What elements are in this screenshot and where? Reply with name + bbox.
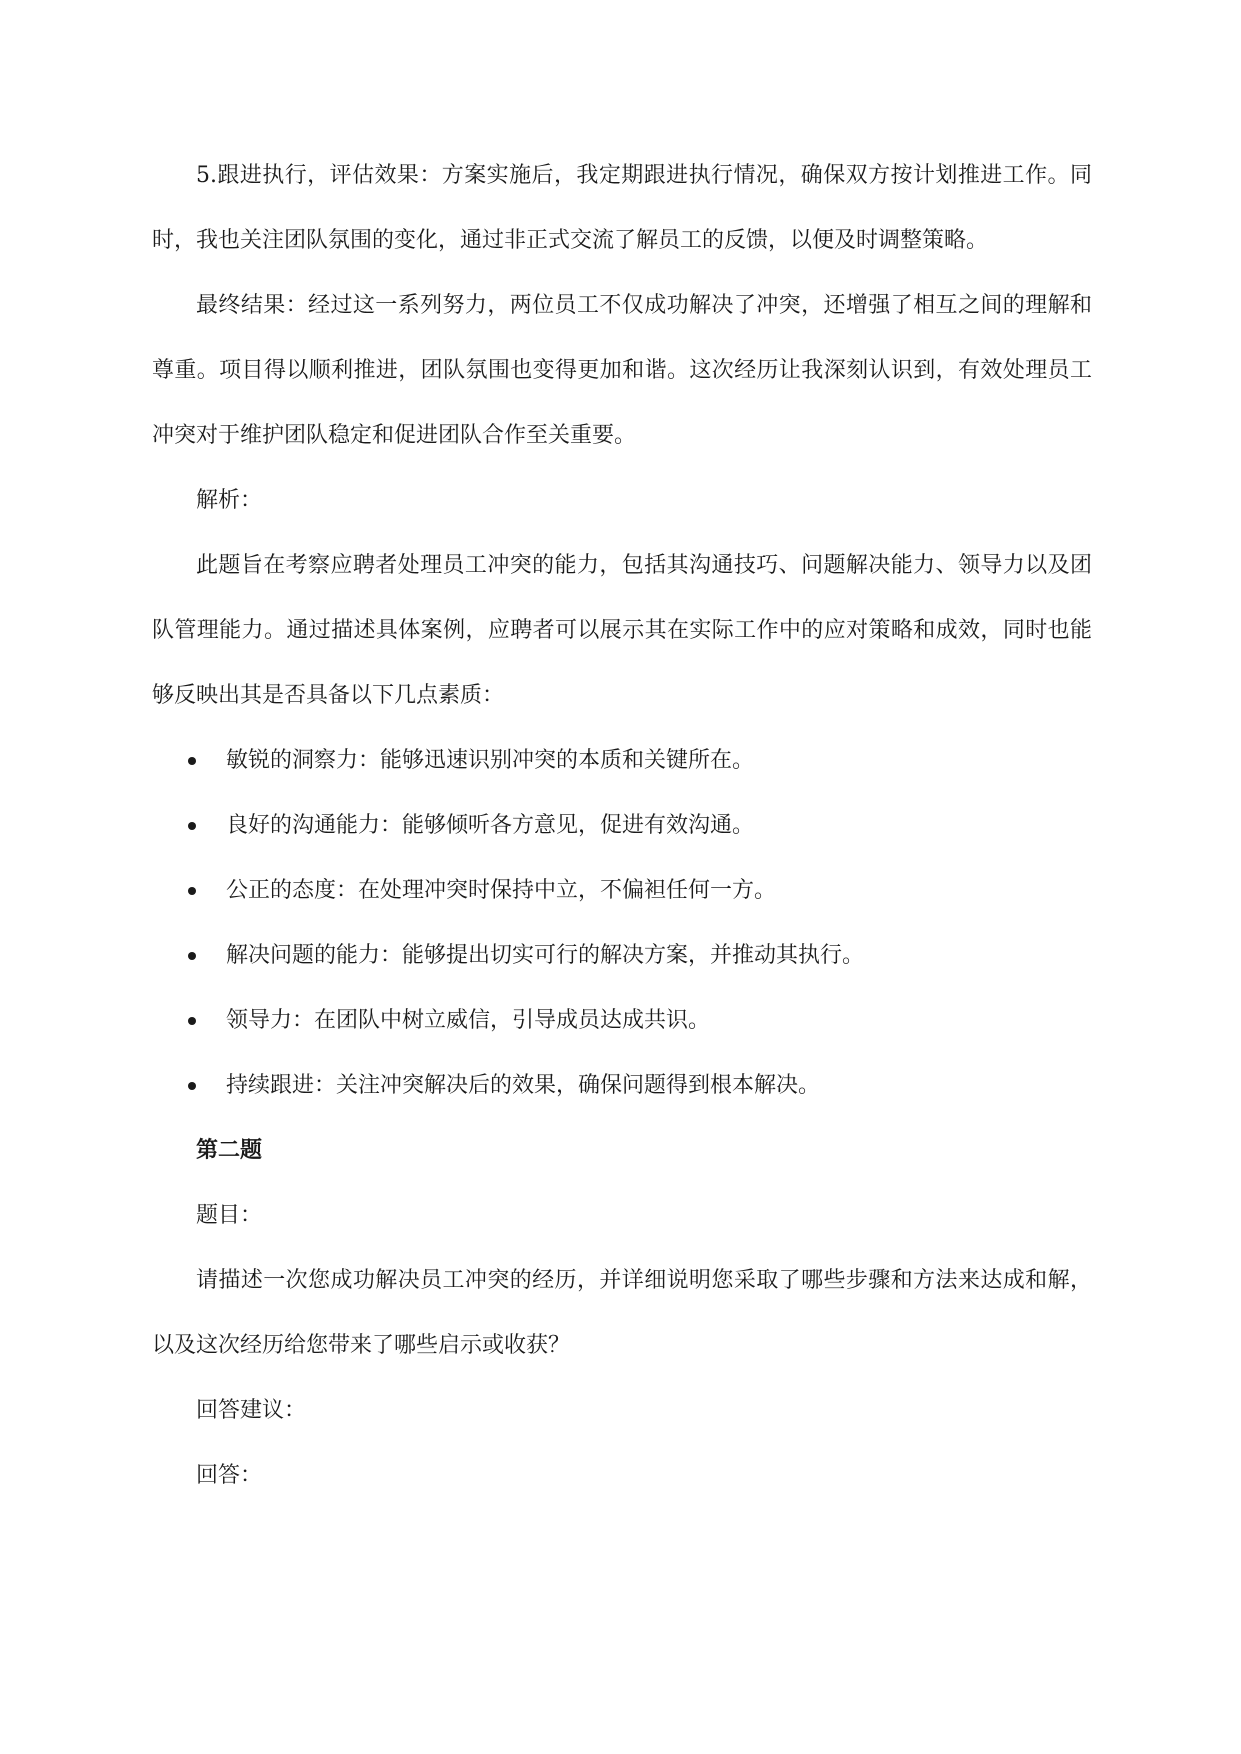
list-item [152,728,1092,793]
bullet-dot-icon [188,1082,196,1090]
paragraph-answer-label: 回答： [196,1463,263,1488]
bullet-dot-icon [188,822,196,830]
paragraph-analysis-label: 解析： [196,488,263,513]
list-item-text: 领导力：在团队中树立威信，引导成员达成共识。 [226,1008,711,1033]
qualities-list [152,728,1092,1118]
paragraph-analysis: 此题旨在考察应聘者处理员工冲突的能力，包括其沟通技巧、问题解决能力、领导力以及团队管理能力。通过描述具体案例，应聘者可以展示其在实际工作中的应对策略和成效，同时也能够反映出其是否具备以下几点素质： [152,553,1092,708]
bullet-dot-icon [188,887,196,895]
list-item [152,793,1092,858]
bullet-dot-icon [188,757,196,765]
list-item [152,923,1092,988]
paragraph-question: 请描述一次您成功解决员工冲突的经历，并详细说明您采取了哪些步骤和方法来达成和解，以及这次经历给您带来了哪些启示或收获？ [152,1268,1092,1358]
list-item-text: 良好的沟通能力：能够倾听各方意见，促进有效沟通。 [226,813,755,838]
section-heading: 第二题 [196,1138,263,1163]
bullet-dot-icon [188,1017,196,1025]
document-body [152,143,1092,1508]
paragraph-follow-up: 5.跟进执行，评估效果：方案实施后，我定期跟进执行情况，确保双方按计划推进工作。同时，我也关注团队氛围的变化，通过非正式交流了解员工的反馈，以便及时调整策略。 [152,163,1092,253]
paragraph-question-label: 题目： [196,1203,263,1228]
list-item-text: 敏锐的洞察力：能够迅速识别冲突的本质和关键所在。 [226,748,755,773]
bullet-dot-icon [188,952,196,960]
list-item [152,988,1092,1053]
list-item [152,858,1092,923]
list-item-text: 公正的态度：在处理冲突时保持中立，不偏袒任何一方。 [226,878,777,903]
paragraph-answer-suggestion-label: 回答建议： [196,1398,307,1423]
list-item-text: 解决问题的能力：能够提出切实可行的解决方案，并推动其执行。 [226,943,865,968]
paragraph-final-result: 最终结果：经过这一系列努力，两位员工不仅成功解决了冲突，还增强了相互之间的理解和尊重。项目得以顺利推进，团队氛围也变得更加和谐。这次经历让我深刻认识到，有效处理员工冲突对于维护团队稳定和促进团队合作至关重要。 [152,293,1092,448]
list-item-text: 持续跟进：关注冲突解决后的效果，确保问题得到根本解决。 [226,1073,821,1098]
list-item [152,1053,1092,1118]
